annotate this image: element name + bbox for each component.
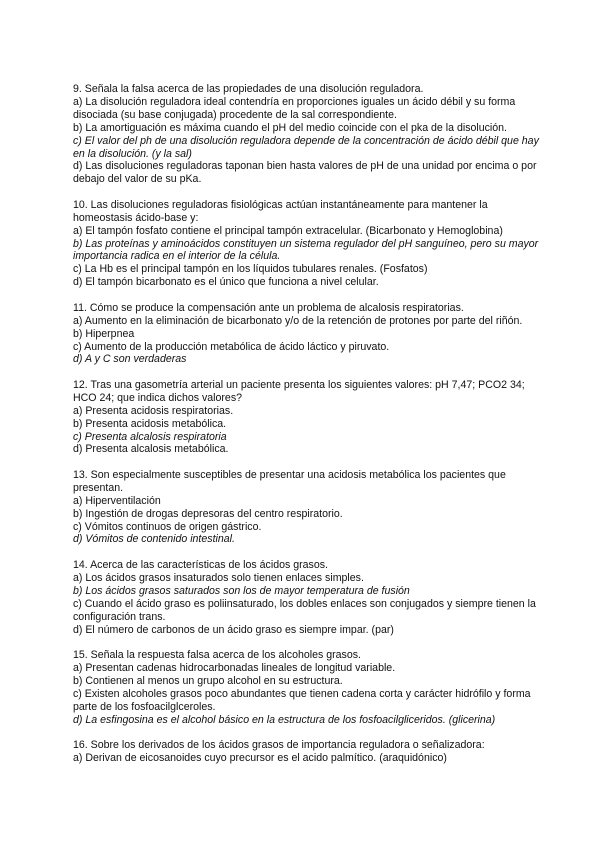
- answer-option: d) El tampón bicarbonato es el único que funciona a nivel celular.: [73, 276, 379, 289]
- answer-option: d) A y C son verdaderas: [73, 353, 187, 366]
- answer-option: b) Presenta acidosis metabólica.: [73, 417, 227, 430]
- question-block: [73, 199, 540, 289]
- answer-option: a) El tampón fosfato contiene el principal tampón extracelular. (Bicarbonato y Hemoglobina): [73, 224, 503, 237]
- answer-option: d) Las disoluciones reguladoras taponan bien hasta valores de pH de una unidad por encima o por debajo del valor de su pKa.: [73, 160, 537, 186]
- answer-option: d) Vómitos de contenido intestinal.: [73, 533, 235, 546]
- answer-option: d) La esfingosina es el alcohol básico en la estructura de los fosfoacilgliceridos. (glicerina): [73, 713, 496, 726]
- answer-option: c) Existen alcoholes grasos poco abundantes que tienen cadena corta y carácter hidrófilo y forma parte de los fosfoacilglceroles.: [73, 687, 531, 713]
- answer-option: a) Derivan de eicosanoides cuyo precursor es el acido palmítico. (araquidónico): [73, 751, 447, 764]
- question-stem: 10. Las disoluciones reguladoras fisiológicas actúan instantáneamente para mantener la homeostasis ácido-base y:: [73, 198, 488, 224]
- question-block: [73, 739, 540, 765]
- answer-option: d) El número de carbonos de un ácido graso es siempre impar. (par): [73, 623, 394, 636]
- answer-option: a) Aumento en la eliminación de bicarbonato y/o de la retención de protones por parte del riñón.: [73, 314, 523, 327]
- answer-option: b) La amortiguación es máxima cuando el pH del medio coincide con el pka de la disolución.: [73, 121, 508, 134]
- question-stem: 16. Sobre los derivados de los ácidos grasos de importancia reguladora o señalizadora:: [73, 739, 485, 752]
- answer-option: d) Presenta alcalosis metabólica.: [73, 443, 229, 456]
- answer-option: b) Contienen al menos un grupo alcohol en su estructura.: [73, 674, 343, 687]
- question-stem: 14. Acerca de las características de los ácidos grasos.: [73, 558, 328, 571]
- answer-option: a) Los ácidos grasos insaturados solo tienen enlaces simples.: [73, 571, 364, 584]
- question-stem: 13. Son especialmente susceptibles de presentar una acidosis metabólica los pacientes que presentan.: [73, 468, 506, 494]
- question-stem: 12. Tras una gasometría arterial un paciente presenta los siguientes valores: pH 7,47; PCO2 34; HCO 24; que indica dichos valores?: [73, 378, 525, 404]
- answer-option: c) Cuando el ácido graso es poliinsaturado, los dobles enlaces son conjugados y siempre tienen la configuración trans.: [73, 597, 536, 623]
- question-block: [73, 302, 540, 367]
- answer-option: c) Aumento de la producción metabólica de ácido láctico y piruvato.: [73, 340, 390, 353]
- answer-option: a) Presentan cadenas hidrocarbonadas lineales de longitud variable.: [73, 661, 396, 674]
- question-block: [73, 559, 540, 636]
- answer-option: c) Vómitos continuos de origen gástrico.: [73, 520, 262, 533]
- answer-option: a) Presenta acidosis respiratorias.: [73, 404, 234, 417]
- answer-option: b) Los ácidos grasos saturados son los de mayor temperatura de fusión: [73, 584, 410, 597]
- question-list: [73, 83, 540, 765]
- question-stem: 11. Cómo se produce la compensación ante un problema de alcalosis respiratorias.: [73, 301, 464, 314]
- answer-option: c) La Hb es el principal tampón en los líquidos tubulares renales. (Fosfatos): [73, 263, 428, 276]
- question-stem: 9. Señala la falsa acerca de las propiedades de una disolución reguladora.: [73, 83, 424, 95]
- question-block: [73, 469, 540, 546]
- answer-option: c) El valor del ph de una disolución reguladora depende de la concentración de ácido débil que hay en la disolución. (y la sal): [73, 134, 539, 160]
- question-block: [73, 83, 540, 186]
- question-block: [73, 379, 540, 456]
- answer-option: a) Hiperventilación: [73, 494, 161, 507]
- question-block: [73, 649, 540, 726]
- answer-option: c) Presenta alcalosis respiratoria: [73, 430, 227, 443]
- answer-option: b) Hiperpnea: [73, 327, 135, 340]
- answer-option: b) Las proteínas y aminoácidos constituyen un sistema regulador del pH sanguíneo, pero su mayor importancia radica en el interior de la célula.: [73, 237, 539, 263]
- answer-option: b) Ingestión de drogas depresoras del centro respiratorio.: [73, 507, 343, 520]
- question-stem: 15. Señala la respuesta falsa acerca de los alcoholes grasos.: [73, 649, 361, 661]
- answer-option: a) La disolución reguladora ideal contendría en proporciones iguales un ácido débil y su forma disociada (su base conjugada) procedente de la sal correspondiente.: [73, 95, 516, 121]
